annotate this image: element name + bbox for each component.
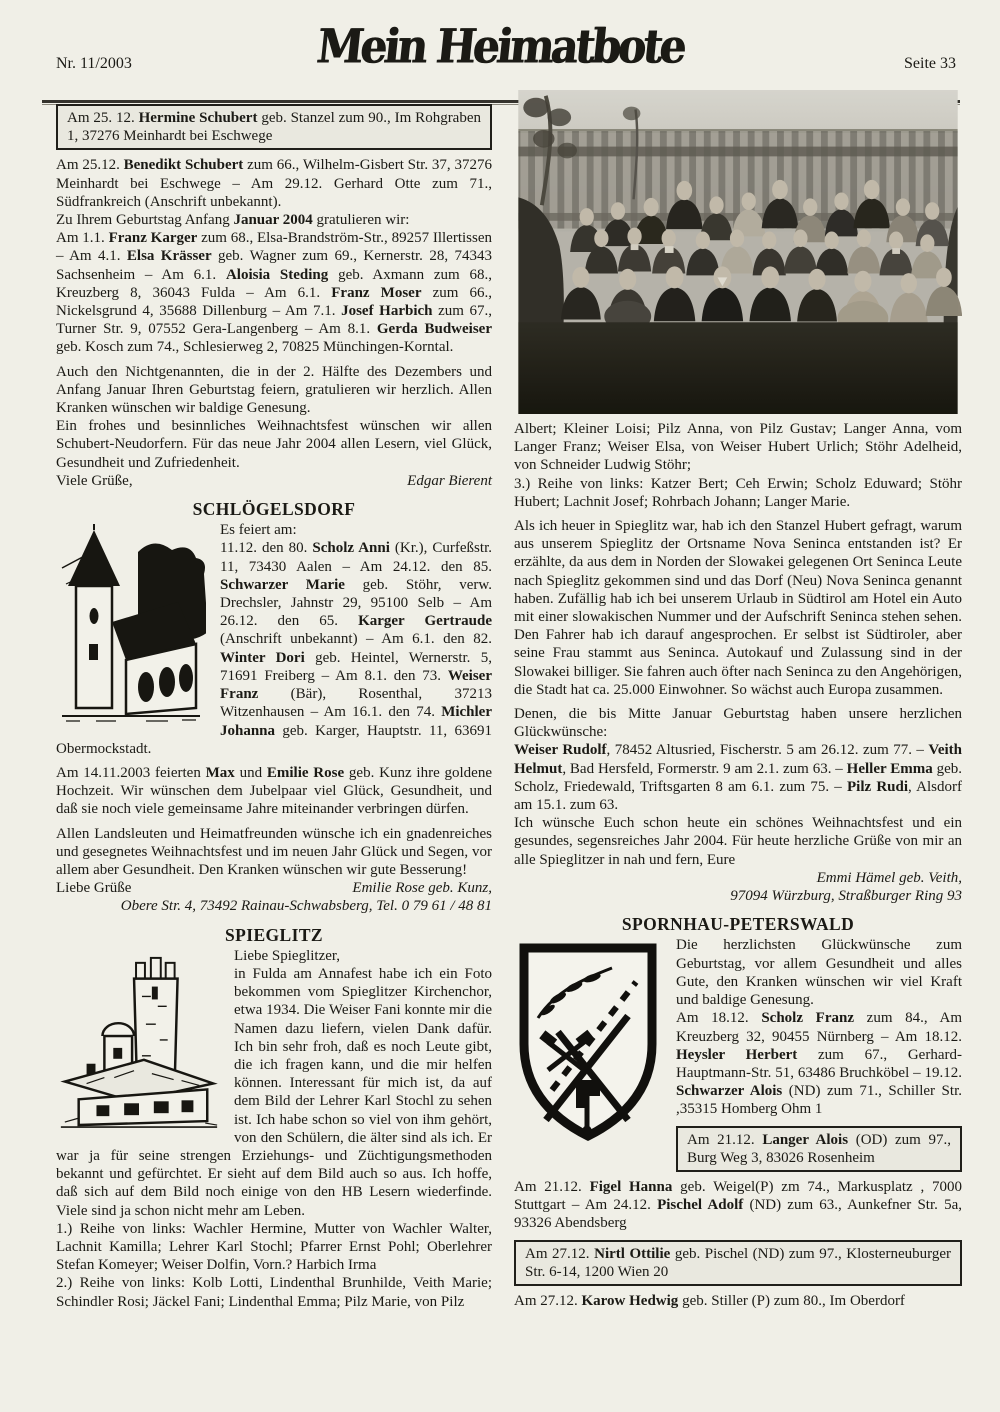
para-januar-intro: Zu Ihrem Geburtstag Anfang Januar 2004 gratulieren wir: bbox=[56, 212, 410, 229]
para-spieglitz-body: in Fulda am Annafest habe ich ein Foto bekommen vom Spieglitzer Kirchenchor, etwa 1934. Die Weiser Fani konnte mir die Namen dazu liefern, vielen Dank dafür. Ich bin sehr froh, daß es noch Leute gibt, die ich fragen kann, und die mir helfen können. Interessant für mich ist, da auf dem Bild der Lehrer Karl Stochl zu sehen ist. Ich habe schon so viel von ihm gehört, von den Schülern, die älter sind als ich. Er war ja für seine strengen Erziehungs- und Züchtigungsmethoden bekannt und gefürchtet. Er sieht auf dem Bild auch so aus. Ich hoffe, daß sich auf dem Bild noch einige von den HB Lesern wiederfinde. Viele sind ja schon nicht mehr am Leben. bbox=[56, 965, 492, 1219]
section-spieglitz bbox=[56, 947, 492, 1311]
section-title-spieglitz: SPIEGLITZ bbox=[225, 924, 323, 945]
para-hochzeit: Am 14.11.2003 feierten Max und Emilie Rose geb. Kunz ihre goldene Hochzeit. Wir wünschen dem Jubelpaar viel Glück, Gesundheit, und daß sie noch viele gemeinsame Jahre miteinander verbringen dürfen. bbox=[56, 764, 492, 818]
para-spornhau-dates: Am 18.12. Scholz Franz zum 84., Am Kreuzberg 32, 90455 Nürnberg – Am 18.12. Heysler Herbert zum 67., Gerhard-Hauptmann-Str. 51, 63486 Bruchköbel – 19.12. Schwarzer Alois (ND) zum 71., Schiller Str. ,35315 Homberg Ohm 1 bbox=[676, 1010, 962, 1118]
highlight-box-langer: Am 21.12. Langer Alois (OD) zum 97., Burg Weg 3, 83026 Rosenheim bbox=[676, 1126, 962, 1172]
right-column bbox=[514, 90, 962, 1310]
greeting-text: Liebe Grüße bbox=[56, 880, 132, 897]
para-feiert-intro: Es feiert am: bbox=[220, 522, 297, 539]
signature-line-rose bbox=[56, 879, 492, 897]
photo-caption-row3: 3.) Reihe von links: Katzer Bert; Ceh Erwin; Scholz Eduward; Stöhr Hubert; Lachnit Josef; Rohrbach Johann; Langer Marie. bbox=[514, 475, 962, 510]
section-spornhau bbox=[514, 936, 962, 1310]
para-nichtgenannte: Auch den Nichtgenannten, die in der 2. Hälfte des Dezembers und Anfang Januar Ihren Geburtstag feiern, gratulieren wir herzlich. Allen Kranken wünschen wir baldige Genesung. bbox=[56, 363, 492, 417]
masthead-wrap bbox=[0, 19, 1000, 74]
tower-illustration bbox=[56, 949, 222, 1129]
para-spieglitz-salutation: Liebe Spieglitzer, bbox=[234, 947, 341, 964]
left-column bbox=[56, 104, 492, 1311]
section-schloegelsdorf bbox=[56, 521, 492, 758]
para-schubert: Am 25.12. Benedikt Schubert zum 66., Wilhelm-Gisbert Str. 37, 37276 Meinhardt bei Eschwege – Am 29.12. Gerhard Otte zum 71., Südfrankreich (Anschrift unbekannt). bbox=[56, 157, 492, 210]
greeting-text: Viele Grüße, bbox=[56, 472, 133, 489]
para-januar-list: Am 1.1. Franz Karger zum 68., Elsa-Brandström-Str., 89257 Illertissen – Am 4.1. Elsa Krässer geb. Wagner zum 69., Kernerstr. 28, 74343 Sachsenheim – Am 6.1. Aloisia Steding geb. Axmann zum 68., Kreuzberg 8, 36043 Fulda – Am 6.1. Franz Moser zum 66., Nickelsgrund 4, 35688 Dillenburg – Am 7.1. Josef Harbich zum 67., Turner Str. 9, 07552 Gera-Langenberg – Am 8.1. Gerda Budweiser geb. Kosch zum 74., Schlesierweg 2, 70825 Münchingen-Korntal. bbox=[56, 230, 493, 356]
author-name: Emilie Rose geb. Kunz, bbox=[352, 880, 492, 897]
para-landsleute: Allen Landsleuten und Heimatfreunden wünsche ich ein gnadenreiches und gesegnetes Weihnachtsfest und im neuen Jahr Glück und Segen, vor allem aber Gesundheit. Den Kranken wünschen wir gute Besserung! bbox=[56, 825, 492, 878]
para-birthday-names: Weiser Rudolf, 78452 Altusried, Fischerstr. 5 am 26.12. zum 77. – Veith Helmut, Bad Hersfeld, Formerstr. 9 am 2.1. zum 63. – Heller Emma geb. Scholz, Friedewald, Triftsgarten 8 am 6.1. zum 75. – Pilz Rudi, Alsdorf am 15.1. zum 63. bbox=[514, 742, 962, 814]
author-address: Obere Str. 4, 73492 Rainau-Schwabsberg, Tel. 0 79 61 / 48 81 bbox=[120, 898, 492, 915]
para-wunsch: Ich wünsche Euch schon heute ein schönes Weihnachtsfest und ein gesundes, segensreiches Jahr 2004. Für heute herzliche Grüße von mir an alle Spieglitzer in nah und fern, Eure bbox=[514, 815, 962, 868]
section-title-schloegelsdorf: SCHLÖGELSDORF bbox=[192, 499, 356, 520]
photo-caption-continued: Albert; Kleiner Loisi; Pilz Anna, von Pilz Gustav; Langer Anna, vom Langer Franz; Weiser Elsa, von Weiser Hubert Urlich; Stöhr Adelheid, von Schneider Ludwig Stöhr; bbox=[514, 421, 962, 474]
para-spornhau-intro: Die herzlichsten Glückwünsche zum Geburtstag, vor allem Gesundheit und alles Gute, den Kranken wünschen wir viel Kraft und baldige Genesung. bbox=[676, 937, 962, 1009]
section-title-spornhau: SPORNHAU-PETERSWALD bbox=[621, 914, 855, 935]
author-address: 97094 Würzburg, Straßburger Ring 93 bbox=[730, 888, 962, 905]
highlight-box-nirtl: Am 27.12. Nirtl Ottilie geb. Pischel (ND) zum 97., Klosterneuburger Str. 6-14, 1200 Wien 20 bbox=[514, 1240, 962, 1286]
para-figel: Am 21.12. Figel Hanna geb. Weigel(P) zm 74., Markusplatz , 7000 Stuttgart – Am 24.12. Pischel Adolf (ND) zum 63., Aunkefner Str. 5a, 93326 Abendsberg bbox=[514, 1178, 962, 1232]
crest-illustration bbox=[514, 938, 662, 1164]
para-schloegelsdorf-list: 11.12. den 80. Scholz Anni (Kr.), Curfeßstr. 11, 73430 Aalen – Am 24.12. den 85. Schwarzer Marie geb. Stöhr, verw. Drechsler, Jahnstr 29, 95100 Selb – Am 26.12. den 65. Karger Gertraude (Anschrift unbekannt) – Am 6.1. den 82. Winter Dori geb. Heintel, Wernerstr. 5, 71691 Freiberg – Am 8.1. den 73. Weiser Franz (Bär), Rosenthal, 37213 Witzenhausen – Am 16.1. den 74. Michler Johanna geb. Karger, Hauptstr. 11, 63691 Obermockstadt. bbox=[56, 540, 492, 757]
para-karow: Am 27.12. Karow Hedwig geb. Stiller (P) zum 80., Im Oberdorf bbox=[514, 1292, 905, 1309]
para-seninca: Als ich heuer in Spieglitz war, hab ich den Stanzel Hubert gefragt, warum aus unserem Spieglitz der Ortsname Nova Seninca entstanden ist? Er erzählte, da aus dem in Norden der Slowakei gelegenen Ort Seninca Leute nach Spieglitz gekommen sind und das Dorf (Neu) Nova Seninca genannt haben. Zufällig hab ich bei unserem Urlaub in Südtirol am Hotel ein Auto mit einer slowakischen Nummer und der Aufschrift Seninca stehen sehen. Den Fahrer hab ich darauf angesprochen. Er selbst ist Südtiroler, aber seine Frau stammt aus Seninca. Autokauf und Zulassung sind in der Slowakei billiger. Sie fahren auch öfter nach Seninca zu den Angehörigen, die Stadt hat ca. 25.000 Einwohner. So wächst auch Europa zusammen. bbox=[514, 518, 962, 698]
issue-number: Nr. 11/2003 bbox=[56, 55, 132, 72]
para-glueckwunsch-intro: Denen, die bis Mitte Januar Geburtstag haben unsere herzlichen Glückwünsche: bbox=[514, 706, 962, 741]
signature-line-bierent bbox=[56, 472, 492, 490]
photo-caption-row1: 1.) Reihe von links: Wachler Hermine, Mutter von Wachler Walter, Lachnit Kamilla; Lehrer Karl Stochl; Pfarrer Ernst Pohl; Oberlehrer Stefan Komeyer; Weiser Dolfin, Vorn.? Harbich Irma bbox=[56, 1220, 492, 1274]
photo-caption-row2: 2.) Reihe von links: Kolb Lotti, Lindenthal Brunhilde, Veith Marie; Schindler Rosi; Jäckel Fani; Lindenthal Emma; Pilz Marie, von Pilz bbox=[56, 1275, 492, 1310]
para-weihnachten: Ein frohes und besinnliches Weihnachtsfest wünschen wir allen Schubert-Neudorfern. Für das neue Jahr 2004 allen Lesern, viel Glück, Gesundheit und Zufriedenheit. bbox=[56, 418, 492, 471]
masthead-title: Mein Heimatbote bbox=[313, 19, 687, 74]
kirchenchor-group-photo bbox=[514, 90, 962, 414]
page-number: Seite 33 bbox=[904, 55, 956, 72]
highlight-box-hermine: Am 25. 12. Hermine Schubert geb. Stanzel zum 90., Im Rohgraben 1, 37276 Meinhardt bei Eschwege bbox=[56, 104, 492, 150]
author-name: Edgar Bierent bbox=[407, 472, 492, 489]
author-name: Emmi Hämel geb. Veith, bbox=[816, 869, 962, 886]
church-illustration bbox=[56, 524, 206, 724]
